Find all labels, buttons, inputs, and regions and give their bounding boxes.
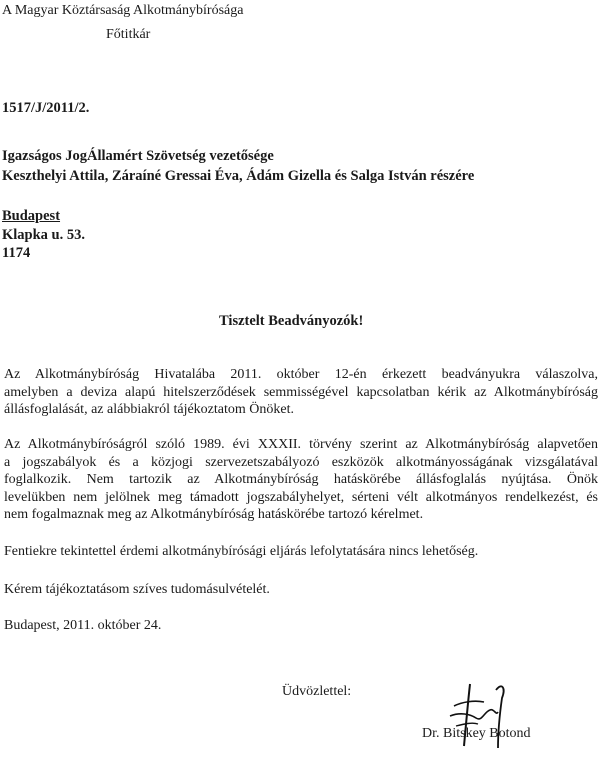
letterhead-institution: A Magyar Köztársaság Alkotmánybírósága — [2, 3, 244, 18]
letterhead-department: Főtitkár — [106, 27, 151, 42]
paragraph-line: állásfoglalását, az alábbiakról tájékoztatom Önöket. — [4, 402, 294, 417]
paragraph-line: amelyben a deviza alapú hitelszerződések semmisségével kapcsolatban kérik az Alkotmánybíróság — [4, 384, 598, 400]
paragraph-line: Az Alkotmánybíróság Hivatalába 2011. október 12-én érkezett beadványukra válaszolva, — [4, 367, 598, 382]
recipient-street: Klapka u. 53. — [2, 227, 85, 243]
paragraph-legal-basis — [4, 436, 598, 524]
recipient-organization: Igazságos JogÁllamért Szövetség vezetősége — [2, 148, 274, 164]
paragraph-line: Az Alkotmánybíróságról szóló 1989. évi XXXII. törvény szerint az Alkotmánybíróság alapvetően — [4, 437, 598, 452]
signatory-name: Dr. Bitskey Botond — [422, 726, 531, 741]
paragraph-line: levelükben nem jelölnek meg támadott jogszabályhelyet, sérteni vélt alkotmányos rendelkezést, és — [4, 489, 598, 505]
recipient-names: Keszthelyi Attila, Záraíné Gressai Éva, Ádám Gizella és Salga István részére — [2, 168, 475, 184]
salutation: Tisztelt Beadványozók! — [219, 313, 364, 329]
recipient-postcode: 1174 — [2, 245, 31, 261]
paragraph-reply-intro — [4, 366, 598, 419]
paragraph-line: a jogszabályok és a közjogi szervezetszabályozó eszközök alkotmányosságának vizsgálatával — [4, 454, 598, 470]
paragraph-line: Kérem tájékoztatásom szíves tudomásulvételét. — [4, 582, 270, 597]
paragraph-line: foglalkozik. Nem tartozik az Alkotmánybíróság hatáskörébe állásfoglalás nyújtása. Önök — [4, 472, 598, 487]
paragraph-request — [4, 581, 598, 599]
recipient-city: Budapest — [2, 208, 61, 224]
reference-number: 1517/J/2011/2. — [2, 100, 90, 116]
place-date: Budapest, 2011. október 24. — [4, 618, 162, 633]
paragraph-line: Fentiekre tekintettel érdemi alkotmánybírósági eljárás lefolytatására nincs lehetőség. — [4, 544, 479, 559]
closing-greeting: Üdvözlettel: — [282, 684, 352, 699]
paragraph-line: nem fogalmaznak meg az Alkotmánybíróság hatáskörébe tartozó kérelmet. — [4, 507, 424, 522]
paragraph-conclusion — [4, 543, 598, 561]
